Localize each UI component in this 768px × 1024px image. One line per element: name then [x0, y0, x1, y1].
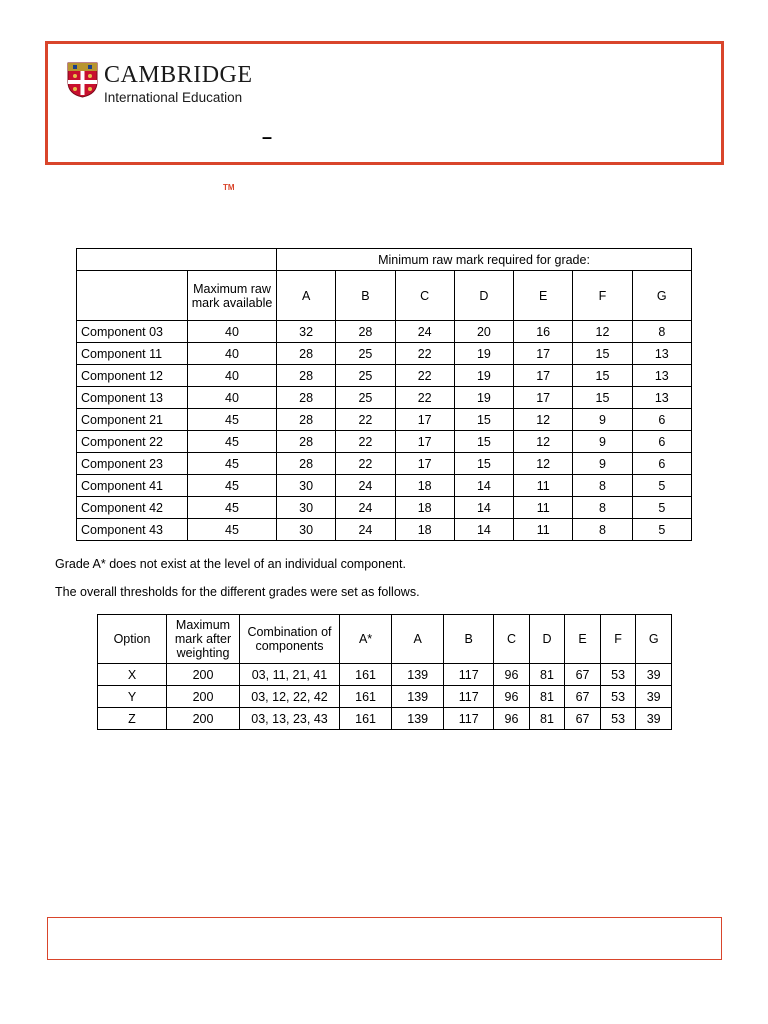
- grade-mark: 28: [277, 387, 336, 409]
- grade-mark: 161: [340, 664, 392, 686]
- grade-mark: 17: [514, 365, 573, 387]
- grade-mark: 15: [454, 431, 513, 453]
- grade-mark: 17: [395, 453, 454, 475]
- max-mark: 40: [188, 321, 277, 343]
- grade-mark: 6: [632, 409, 691, 431]
- table-header-row: [77, 249, 692, 271]
- grade-mark: 11: [514, 497, 573, 519]
- grade-mark: 11: [514, 475, 573, 497]
- combination: 03, 13, 23, 43: [240, 708, 340, 730]
- grade-mark: 17: [514, 387, 573, 409]
- logo-subtitle: International Education: [104, 90, 243, 105]
- grade-mark: 22: [336, 431, 395, 453]
- component-name: Component 13: [77, 387, 188, 409]
- header-cell: E: [565, 615, 601, 664]
- grade-mark: 19: [454, 387, 513, 409]
- header-box: [45, 41, 724, 165]
- empty-header-cell: [77, 249, 277, 271]
- grade-mark: 22: [336, 453, 395, 475]
- grade-mark: 22: [336, 409, 395, 431]
- header-cell: D: [529, 615, 565, 664]
- overall-thresholds-table: [97, 614, 672, 730]
- table-row: [98, 664, 672, 686]
- max-mark: 200: [167, 708, 240, 730]
- grade-mark: 12: [514, 409, 573, 431]
- table-row: [98, 708, 672, 730]
- note-grade-a-star: Grade A* does not exist at the level of an individual component.: [55, 557, 406, 571]
- logo-name: CAMBRIDGE: [104, 62, 253, 88]
- grade-mark: 96: [494, 664, 530, 686]
- grade-mark: 18: [395, 519, 454, 541]
- grade-header: G: [632, 271, 691, 321]
- grade-mark: 15: [454, 409, 513, 431]
- grade-mark: 12: [514, 431, 573, 453]
- header-cell: Combination of components: [240, 615, 340, 664]
- component-name: Component 21: [77, 409, 188, 431]
- grade-mark: 14: [454, 497, 513, 519]
- max-mark: 200: [167, 664, 240, 686]
- table-row: [77, 453, 692, 475]
- grade-mark: 39: [636, 686, 672, 708]
- grade-mark: 30: [277, 497, 336, 519]
- trademark-symbol: TM: [223, 183, 235, 192]
- grade-mark: 22: [395, 343, 454, 365]
- header-cell: Option: [98, 615, 167, 664]
- grade-mark: 18: [395, 497, 454, 519]
- option-cell: Z: [98, 708, 167, 730]
- grade-header: E: [514, 271, 573, 321]
- grade-mark: 24: [336, 519, 395, 541]
- grade-header: B: [336, 271, 395, 321]
- grade-mark: 13: [632, 343, 691, 365]
- grade-mark: 96: [494, 708, 530, 730]
- grade-mark: 15: [573, 343, 632, 365]
- grade-mark: 117: [444, 686, 494, 708]
- max-mark: 45: [188, 497, 277, 519]
- grade-mark: 30: [277, 475, 336, 497]
- grade-mark: 22: [395, 387, 454, 409]
- grade-mark: 30: [277, 519, 336, 541]
- grade-mark: 18: [395, 475, 454, 497]
- grade-mark: 17: [395, 431, 454, 453]
- grade-mark: 24: [336, 475, 395, 497]
- grade-mark: 22: [395, 365, 454, 387]
- grade-mark: 9: [573, 453, 632, 475]
- footer-box: [47, 917, 722, 960]
- grade-mark: 8: [632, 321, 691, 343]
- grade-mark: 24: [395, 321, 454, 343]
- grade-header: F: [573, 271, 632, 321]
- option-cell: Y: [98, 686, 167, 708]
- grade-mark: 117: [444, 664, 494, 686]
- header-cell: F: [600, 615, 636, 664]
- grade-mark: 28: [277, 431, 336, 453]
- component-name: Component 22: [77, 431, 188, 453]
- grade-mark: 81: [529, 664, 565, 686]
- max-mark: 200: [167, 686, 240, 708]
- grade-mark: 25: [336, 387, 395, 409]
- title-dash: –: [262, 127, 273, 147]
- table-row: [77, 321, 692, 343]
- max-mark: 45: [188, 453, 277, 475]
- grade-mark: 17: [395, 409, 454, 431]
- grade-mark: 28: [336, 321, 395, 343]
- grade-mark: 139: [392, 708, 444, 730]
- max-raw-header: Maximum raw mark available: [188, 271, 277, 321]
- grade-mark: 15: [454, 453, 513, 475]
- max-mark: 45: [188, 475, 277, 497]
- grade-mark: 17: [514, 343, 573, 365]
- grade-mark: 13: [632, 387, 691, 409]
- grade-mark: 81: [529, 686, 565, 708]
- table-row: [98, 686, 672, 708]
- grade-mark: 9: [573, 409, 632, 431]
- max-mark: 40: [188, 387, 277, 409]
- grade-mark: 96: [494, 686, 530, 708]
- table-row: [77, 475, 692, 497]
- table-row: [77, 409, 692, 431]
- grade-mark: 28: [277, 453, 336, 475]
- table-row: [77, 431, 692, 453]
- table-row: [77, 365, 692, 387]
- combination: 03, 12, 22, 42: [240, 686, 340, 708]
- grade-mark: 25: [336, 365, 395, 387]
- grade-mark: 6: [632, 431, 691, 453]
- component-name: Component 42: [77, 497, 188, 519]
- header-cell: Maximum mark after weighting: [167, 615, 240, 664]
- grade-mark: 53: [600, 708, 636, 730]
- header-cell: A*: [340, 615, 392, 664]
- grade-mark: 67: [565, 708, 601, 730]
- table-row: [77, 497, 692, 519]
- grade-mark: 25: [336, 343, 395, 365]
- grade-mark: 12: [514, 453, 573, 475]
- grade-mark: 6: [632, 453, 691, 475]
- component-name: Component 03: [77, 321, 188, 343]
- group-header: Minimum raw mark required for grade:: [277, 249, 692, 271]
- grade-mark: 67: [565, 686, 601, 708]
- grade-mark: 81: [529, 708, 565, 730]
- component-name: Component 11: [77, 343, 188, 365]
- empty-header-cell: [77, 271, 188, 321]
- grade-mark: 5: [632, 475, 691, 497]
- grade-header: A: [277, 271, 336, 321]
- grade-mark: 139: [392, 664, 444, 686]
- grade-mark: 32: [277, 321, 336, 343]
- grade-mark: 24: [336, 497, 395, 519]
- grade-mark: 8: [573, 519, 632, 541]
- table-header-row: [77, 271, 692, 321]
- grade-mark: 8: [573, 475, 632, 497]
- component-name: Component 43: [77, 519, 188, 541]
- component-name: Component 23: [77, 453, 188, 475]
- grade-mark: 19: [454, 343, 513, 365]
- header-cell: B: [444, 615, 494, 664]
- grade-mark: 161: [340, 708, 392, 730]
- grade-mark: 11: [514, 519, 573, 541]
- grade-mark: 139: [392, 686, 444, 708]
- grade-mark: 14: [454, 519, 513, 541]
- table-row: [77, 387, 692, 409]
- max-mark: 40: [188, 343, 277, 365]
- max-mark: 40: [188, 365, 277, 387]
- grade-mark: 53: [600, 686, 636, 708]
- grade-header: C: [395, 271, 454, 321]
- table-row: [77, 343, 692, 365]
- grade-mark: 19: [454, 365, 513, 387]
- grade-mark: 15: [573, 387, 632, 409]
- max-mark: 45: [188, 431, 277, 453]
- header-cell: A: [392, 615, 444, 664]
- max-mark: 45: [188, 409, 277, 431]
- grade-mark: 39: [636, 664, 672, 686]
- grade-mark: 12: [573, 321, 632, 343]
- combination: 03, 11, 21, 41: [240, 664, 340, 686]
- component-thresholds-table: [76, 248, 692, 541]
- grade-mark: 16: [514, 321, 573, 343]
- grade-mark: 53: [600, 664, 636, 686]
- grade-mark: 5: [632, 519, 691, 541]
- grade-mark: 117: [444, 708, 494, 730]
- grade-mark: 8: [573, 497, 632, 519]
- grade-mark: 9: [573, 431, 632, 453]
- cambridge-shield-icon: [67, 62, 98, 98]
- grade-mark: 67: [565, 664, 601, 686]
- component-name: Component 12: [77, 365, 188, 387]
- table-header-row: [98, 615, 672, 664]
- grade-mark: 15: [573, 365, 632, 387]
- grade-mark: 20: [454, 321, 513, 343]
- grade-mark: 39: [636, 708, 672, 730]
- grade-mark: 13: [632, 365, 691, 387]
- table-row: [77, 519, 692, 541]
- grade-mark: 28: [277, 409, 336, 431]
- cambridge-logo: [67, 62, 253, 105]
- header-cell: G: [636, 615, 672, 664]
- header-cell: C: [494, 615, 530, 664]
- grade-header: D: [454, 271, 513, 321]
- component-name: Component 41: [77, 475, 188, 497]
- max-mark: 45: [188, 519, 277, 541]
- option-cell: X: [98, 664, 167, 686]
- grade-mark: 5: [632, 497, 691, 519]
- grade-mark: 14: [454, 475, 513, 497]
- note-overall-thresholds: The overall thresholds for the different grades were set as follows.: [55, 585, 420, 599]
- grade-mark: 28: [277, 365, 336, 387]
- grade-mark: 161: [340, 686, 392, 708]
- grade-mark: 28: [277, 343, 336, 365]
